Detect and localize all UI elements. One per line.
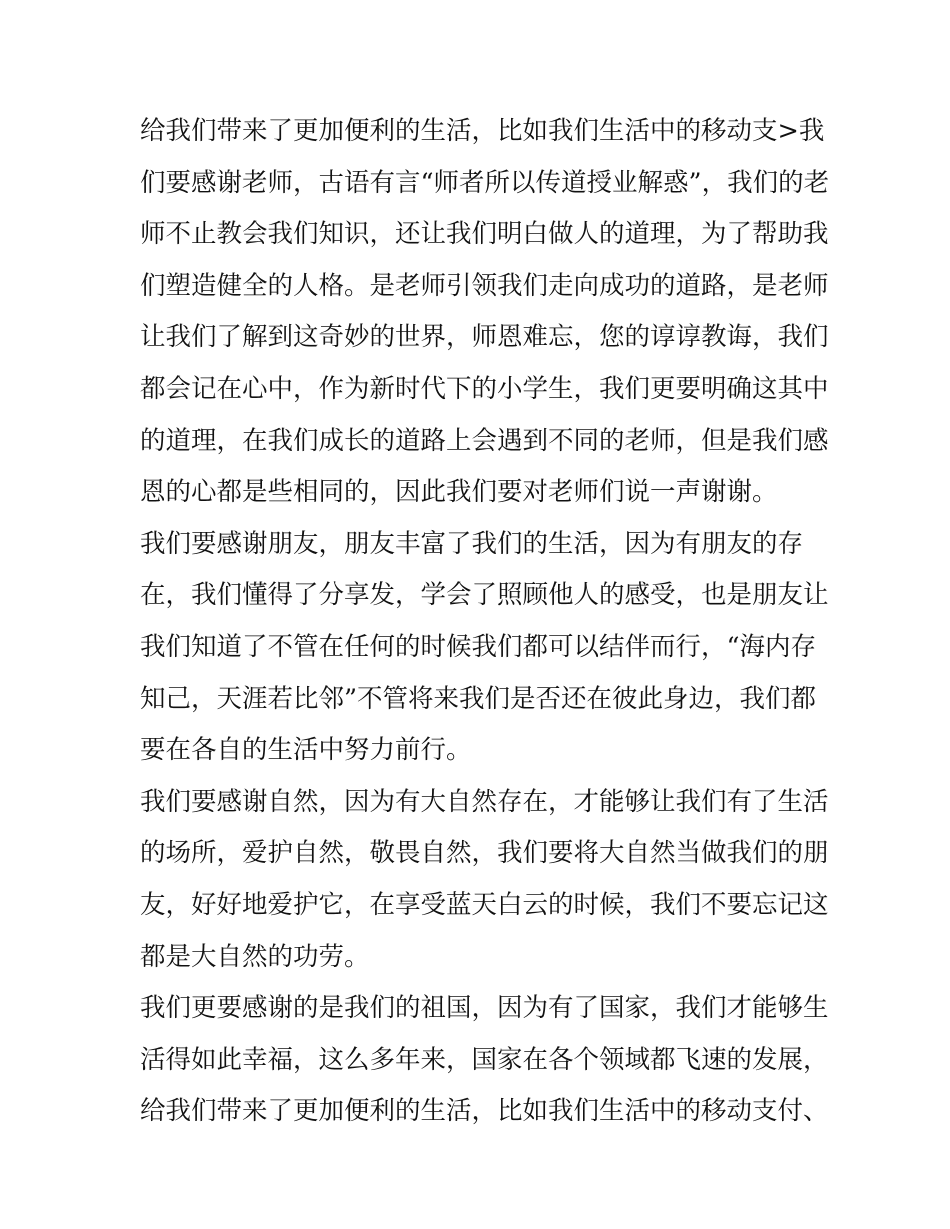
text-line: 给我们带来了更加便利的生活，比如我们生活中的移动支>我	[140, 116, 825, 146]
text-line: 我们更要感谢的是我们的祖国，因为有了国家，我们才能够生	[140, 993, 829, 1024]
text-line: 让我们了解到这奇妙的世界，师恩难忘，您的谆谆教诲，我们	[140, 322, 829, 353]
text-line: 的场所，爱护自然，敬畏自然，我们要将大自然当做我们的朋	[140, 838, 829, 869]
text-line: 给我们带来了更加便利的生活，比如我们生活中的移动支付、	[140, 1096, 829, 1127]
text-line: 都是大自然的功劳。	[140, 941, 370, 972]
text-line: 恩的心都是些相同的，因此我们要对老师们说一声谢谢。	[140, 477, 778, 508]
text-line: 都会记在心中，作为新时代下的小学生，我们更要明确这其中	[140, 373, 829, 404]
text-line: 在，我们懂得了分享发，学会了照顾他人的感受，也是朋友让	[140, 580, 829, 611]
text-line: 师不止教会我们知识，还让我们明白做人的道理，为了帮助我	[140, 219, 829, 250]
text-line: 知己，天涯若比邻”不管将来我们是否还在彼此身边，我们都	[140, 683, 817, 714]
body-text	[140, 106, 830, 1138]
text-line: 们塑造健全的人格。是老师引领我们走向成功的道路，是老师	[140, 270, 829, 301]
text-line: 要在各自的生活中努力前行。	[140, 735, 472, 766]
text-line: 们要感谢老师，古语有言“师者所以传道授业解惑”，我们的老	[140, 167, 830, 198]
text-line: 的道理，在我们成长的道路上会遇到不同的老师，但是我们感	[140, 425, 829, 456]
text-line: 活得如此幸福，这么多年来，国家在各个领域都飞速的发展，	[140, 1044, 829, 1075]
text-line: 我们知道了不管在任何的时候我们都可以结伴而行，“海内存	[140, 631, 817, 662]
text-line: 友，好好地爱护它，在享受蓝天白云的时候，我们不要忘记这	[140, 889, 829, 920]
text-line: 我们要感谢自然，因为有大自然存在，才能够让我们有了生活	[140, 786, 829, 817]
text-line: 我们要感谢朋友，朋友丰富了我们的生活，因为有朋友的存	[140, 528, 804, 559]
